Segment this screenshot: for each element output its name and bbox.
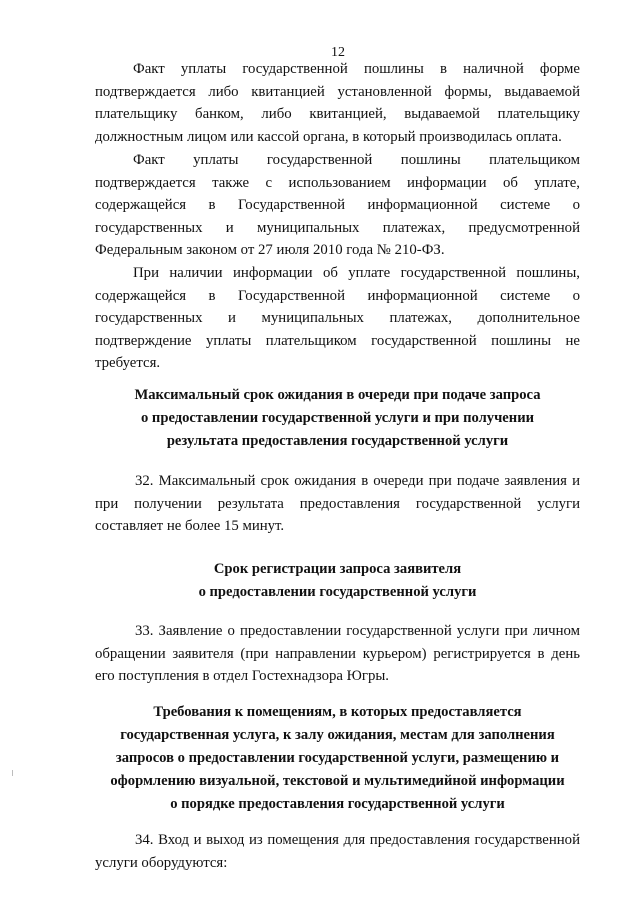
paragraph-34: 34. Вход и выход из помещения для предоставления государственной услуги оборудуются: — [95, 832, 580, 871]
paragraph-gis-payment: Факт уплаты государственной пошлины плательщиком подтверждается также с использованием информации об уплате, содержащейся в Государственной информационной системе о государственных и муниципальных платежах, предусмотренной Федеральным законом от 27 июля 2010 года № 210-ФЗ. — [95, 152, 580, 258]
heading-line: Максимальный срок ожидания в очереди при подаче запроса — [134, 387, 541, 403]
paragraph-32: 32. Максимальный срок ожидания в очереди при подаче заявления и при получении результата предоставления государственной услуги составляет не более 15 минут. — [95, 473, 580, 534]
heading-registration-time — [95, 558, 580, 604]
heading-line: о предоставлении государственной услуги — [198, 584, 477, 600]
paragraph-33: 33. Заявление о предоставлении государственной услуги при личном обращении заявителя (при направлении курьером) регистрируется в день его поступления в отдел Гостехнадзора Югры. — [95, 623, 580, 684]
heading-line: о предоставлении государственной услуги и при получении — [140, 410, 535, 426]
heading-line: Срок регистрации запроса заявителя — [213, 561, 462, 577]
heading-line: оформлению визуальной, текстовой и мультимедийной информации — [110, 773, 565, 789]
heading-line: Требования к помещениям, в которых предоставляется — [153, 704, 522, 720]
paragraph-no-confirmation: При наличии информации об уплате государственной пошлины, содержащейся в Государственной информационной системе о государственных и муниципальных платежах, дополнительное подтверждение уплаты плательщиком государственной пошлины не требуется. — [95, 265, 580, 371]
heading-premises-requirements — [95, 701, 580, 816]
scan-margin-mark — [12, 770, 13, 776]
heading-queue-time — [95, 384, 580, 453]
heading-line: запросов о предоставлении государственной услуги, размещению и — [115, 750, 560, 766]
heading-line: о порядке предоставления государственной услуги — [170, 796, 505, 812]
paragraph-cash-payment: Факт уплаты государственной пошлины в наличной форме подтверждается либо квитанцией установленной формы, выдаваемой плательщику банком, либо квитанцией, выдаваемой плательщику должностным лицом или кассой органа, в который производилась оплата. — [95, 61, 580, 145]
heading-line: государственная услуга, к залу ожидания, местам для заполнения — [120, 727, 555, 743]
heading-line: результата предоставления государственной услуги — [166, 433, 509, 449]
page-number: 12 — [331, 45, 345, 60]
